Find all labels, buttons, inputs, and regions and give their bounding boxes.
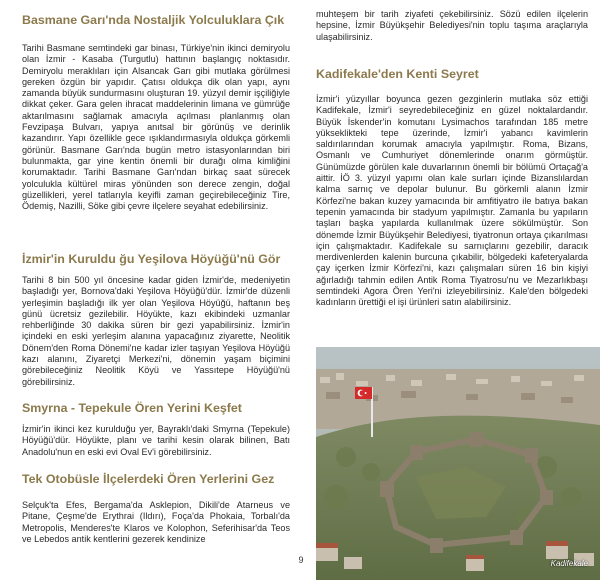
section-heading-kadifekale: Kadifekale'den Kenti Seyret: [316, 67, 479, 81]
section-body-otobus: Selçuk'ta Efes, Bergama'da Asklepion, Dikili'de Atarneus ve Pitane, Çeşme'de Erythrai (Ildırı), Foça'da Phokaia, Torbalı'da Metropolis, Menderes'te Klaros ve Kolophon, Seferihisar'da Teos ve Lebedos antik kentlerini gezerek kendinize: [22, 500, 290, 544]
section-heading-otobus: Tek Otobüsle İlçelerdeki Ören Yerlerini Gez: [22, 472, 275, 486]
section-body-basmane: Tarihi Basmane semtindeki gar binası, Türkiye'nin ikinci demiryolu olan İzmir - Kasaba (Turgutlu) hattının başlangıç noktasıdır. Demiryolu meraklıları için Alsancak Garı gibi mutlaka görülmesi gereken özgün bir yapıdır. Çatısı oldukça dik olan yapı, aynı zamanda büyük sundurmasını oluşturan 19. yüzyıl demir işçiliğiyle dikkat çeker. Gara gelen ihracat maddelerinin limana ve gümrüğe aktarılmasını sağlamak amacıyla açılması planlanmış olan Fevzipaşa Bulvarı, yapıya anıtsal bir görünüş ve derinlik kazandırır. Yapı özellikle gece ışıklandırmasıyla oldukça görkemli görünür. Basmane Garı'nda bugün metro istasyonlarından biri bulunmakta, gar yine kentin önemli bir durağı olma kimliğini korumaktadır. Tarihi Basmane Garı'ndan birkaç saat sürecek yolculukla kültürel miras yönünden son derece zengin, doğal güzellikleri, yerel tatlarıyla keyifli zaman geçirebileceğiniz Tire, Ödemiş, Nazilli, Söke gibi çevre ilçelere seyahat edebilirsiniz.: [22, 43, 290, 212]
photo-caption: Kadifekale: [550, 559, 588, 568]
kadifekale-photo-illustration: [316, 347, 600, 580]
section-heading-smyrna: Smyrna - Tepekule Ören Yerini Keşfet: [22, 401, 242, 415]
section-heading-yesilova: İzmir'in Kuruldu ğu Yeşilova Höyüğü'nü Gör: [22, 252, 281, 266]
continued-paragraph: muhteşem bir tarih ziyafeti çekebilirsiniz. Sözü edilen ilçelerin hepsine, İzmir Büyükşehir Belediyesi'nin toplu taşıma araçlarıyla ulaşabilirsiniz.: [316, 9, 588, 42]
section-body-smyrna: İzmir'in ikinci kez kurulduğu yer, Bayraklı'daki Smyrna (Tepekule) Höyüğü'dür. Höyükte, planı ve tarihi kesin olarak bilinen, Batı Anadolu'nun en eski evi Oval Ev'i görebilirsiniz.: [22, 424, 290, 457]
section-body-yesilova: Tarihi 8 bin 500 yıl öncesine kadar giden İzmir'de, medeniyetin başladığı yer, Bornova'daki Yeşilova Höyüğü'dür. İzmir'de düzenli yerleşimin başladığı ilk yer olan Yeşilova Höyüğü, haftanın beş günü ücretsiz gezilebilir. Höyükte, kazı ekibindeki uzmanlar rehberliğinde 30 dakika süren bir gezi yapabilirsiniz. İzmir'in içindeki en eski yerleşim alanına yapacağınız ziyarette, Neolitik Dönem'den Roma Dönemi'ne kadar izler taşıyan Yeşilova Höyüğü kazı alanını, Ziyaretçi Merkezi'ni, dönemin yaşam biçimini görebileceğiniz Neolitik Köyü ve Yassıtepe Höyüğü'nü görebilirsiniz.: [22, 275, 290, 387]
page-number: 9: [298, 555, 304, 565]
section-body-kadifekale: İzmir'i yüzyıllar boyunca gezen gezginlerin mutlaka söz ettiği Kadifekale, İzmir'i seyredebileceğiniz en güzel noktalardandır. Büyük İskender'in komutanı Lysimachos tarafından 185 metre yükseklikteki tepe üzerinde, İzmir'i yabancı kavimlerin saldırılarından korumak amacıyla yapılmıştır. Roma, Bizans, Osmanlı ve Cumhuriyet dönemlerinde onarım görmüştür. Günümüzde görülen kale duvarlarının önemli bir bölümü Ortaçağ'a aittir. İÖ 3. yüzyıl yapımı olan kale surları içinde Bizanslılardan kalma sarnıç ve depolar bulunur. Bu görkemli alanın İzmir Körfezi'ne bakan kuzey yamacında bir amfitiyatro ile batıya bakan tepenin yamacında bir stadyum yapılmıştır. Zamanla bu yapıların taşları başka yapılarda kullanılmak üzere sökülmüştür. Son dönemde İzmir Büyükşehir Belediyesi, tiyatronun ortaya çıkarılması için çalışmaktadır. Kadifekale su sarnıçlarını gezebilir, daracık merdivenlerden kalenin burcuna çıkabilir, bölgedeki kafeteryalarda çay içerken İzmir Körfezi'ni, kazı çalışmaları süren 16 bin kişiyi ağırladığı tahmin edilen Antik Roma Tiyatrosu'nu ve Mezarlıkbaşı semtindeki Agora Ören Yeri'ni izleyebilirsiniz. Kale'den bölgedeki kadınların ürettiği el işi ürünleri satın alabilirsiniz.: [316, 94, 588, 308]
section-heading-basmane: Basmane Garı'nda Nostaljik Yolculuklara Çık: [22, 13, 285, 27]
kadifekale-photo: [316, 347, 600, 580]
